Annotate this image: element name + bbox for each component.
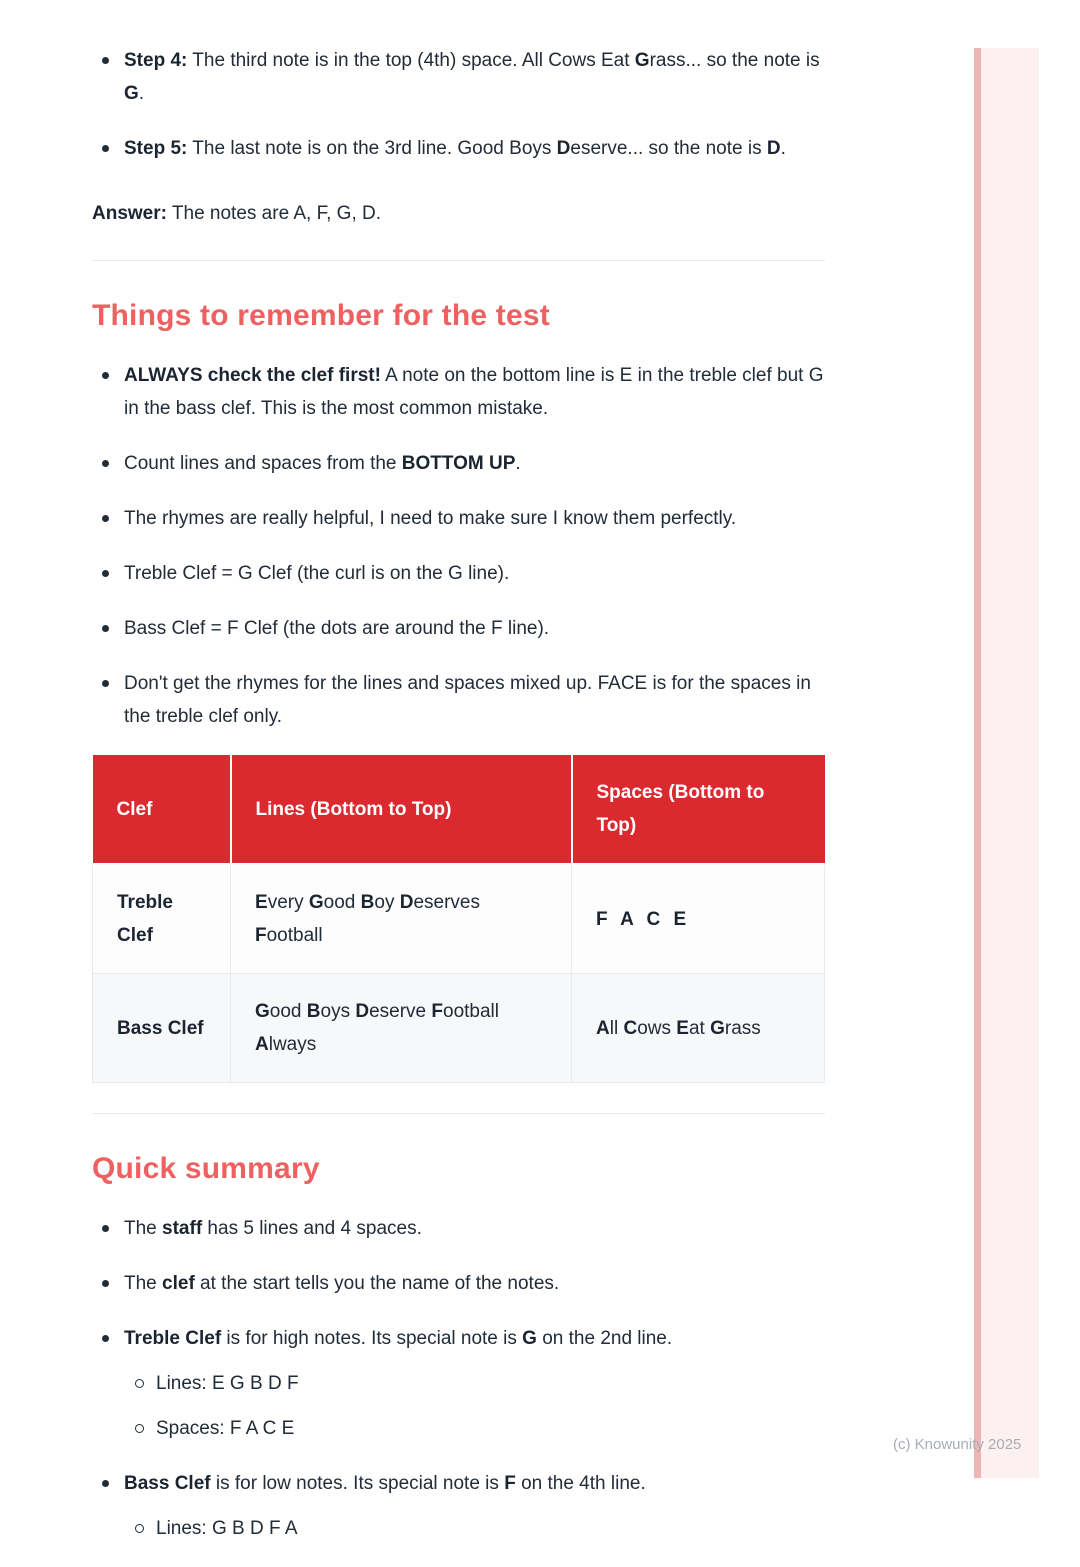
list-item: Step 5: The last note is on the 3rd line. Good Boys Deserve... so the note is D. bbox=[92, 132, 825, 165]
table-cell-lines: Good Boys Deserve Football Always bbox=[231, 974, 572, 1083]
list-item: Bass Clef = F Clef (the dots are around the F line). bbox=[92, 612, 825, 645]
table-cell-clef: Bass Clef bbox=[93, 974, 231, 1083]
table-row bbox=[93, 864, 825, 974]
list-item: The clef at the start tells you the name of the notes. bbox=[92, 1267, 825, 1300]
list-item-text: Bass Clef is for low notes. Its special note is F on the 4th line. bbox=[124, 1473, 646, 1494]
list-item: The staff has 5 lines and 4 spaces. bbox=[92, 1212, 825, 1245]
answer-text: Answer: The notes are A, F, G, D. bbox=[92, 203, 381, 224]
list-item: Don't get the rhymes for the lines and spaces mixed up. FACE is for the spaces in the treble clef only. bbox=[92, 667, 825, 733]
table-cell-lines: Every Good Boy Deserves Football bbox=[231, 864, 572, 974]
list-item-text: Treble Clef is for high notes. Its special note is G on the 2nd line. bbox=[124, 1328, 673, 1349]
page-edge-accent-fill bbox=[981, 48, 1039, 1478]
table-header-cell-spaces: Spaces (Bottom to Top) bbox=[572, 755, 825, 864]
sub-list bbox=[124, 1512, 825, 1545]
section-title-summary: Quick summary bbox=[92, 1152, 320, 1185]
document-page bbox=[92, 44, 825, 1567]
list-item: The rhymes are really helpful, I need to make sure I know them perfectly. bbox=[92, 502, 825, 535]
section-divider bbox=[92, 1113, 825, 1114]
list-item: Count lines and spaces from the BOTTOM UP. bbox=[92, 447, 825, 480]
summary-list bbox=[92, 1212, 825, 1545]
sub-list-item: Lines: G B D F A bbox=[124, 1512, 825, 1545]
list-item: ALWAYS check the clef first! A note on the bottom line is E in the treble clef but G in the bass clef. This is the most common mistake. bbox=[92, 359, 825, 425]
table-cell-clef: Treble Clef bbox=[93, 864, 231, 974]
list-item bbox=[92, 1322, 825, 1445]
list-item bbox=[92, 1467, 825, 1545]
table-header-cell-lines: Lines (Bottom to Top) bbox=[231, 755, 572, 864]
table-header-cell-clef: Clef bbox=[93, 755, 231, 864]
table-cell-spaces: All Cows Eat Grass bbox=[572, 974, 825, 1083]
sub-list-item: Lines: E G B D F bbox=[124, 1367, 825, 1400]
sub-list-item: Spaces: F A C E bbox=[124, 1412, 825, 1445]
remember-list bbox=[92, 359, 825, 733]
step-list bbox=[92, 44, 825, 165]
section-divider bbox=[92, 260, 825, 261]
footer-credit: (c) Knowunity 2025 bbox=[893, 1436, 1022, 1453]
table-header-row bbox=[93, 755, 825, 864]
list-item: Step 4: The third note is in the top (4th) space. All Cows Eat Grass... so the note is G. bbox=[92, 44, 825, 110]
table-cell-spaces: F A C E bbox=[572, 864, 825, 974]
section-title-remember: Things to remember for the test bbox=[92, 299, 550, 332]
clef-rhymes-table bbox=[92, 755, 825, 1083]
page-edge-accent-line bbox=[974, 48, 981, 1478]
sub-list bbox=[124, 1367, 825, 1445]
list-item: Treble Clef = G Clef (the curl is on the G line). bbox=[92, 557, 825, 590]
table-row bbox=[93, 974, 825, 1083]
